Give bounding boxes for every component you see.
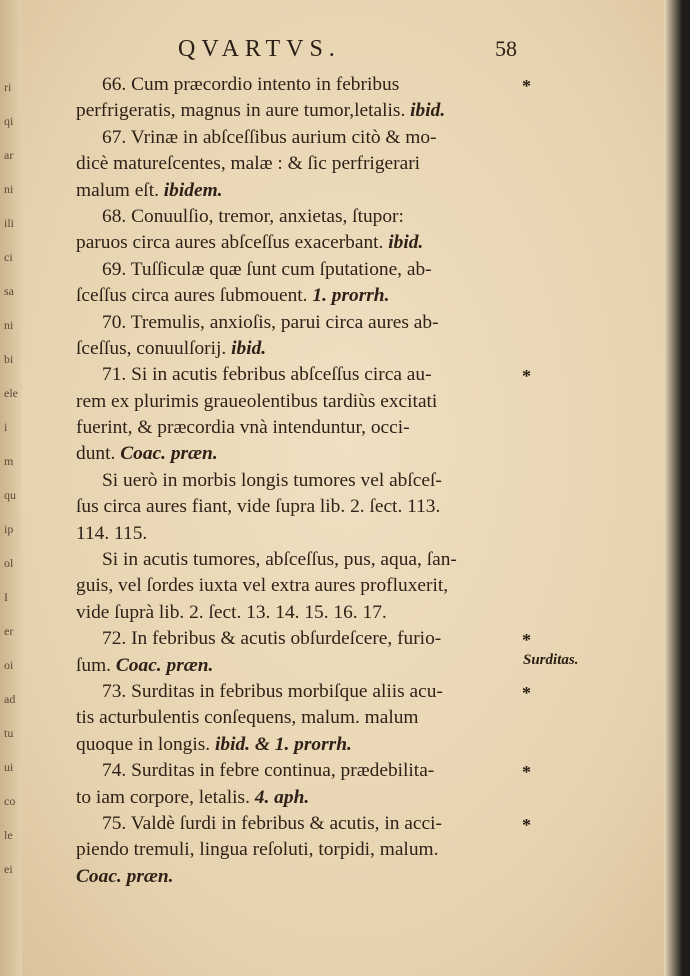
line-text: dicè matureſcentes, malæ : & ſic perfrigerari bbox=[76, 153, 421, 175]
gutter-fragment: qu bbox=[4, 488, 16, 502]
gutter-fragment: ei bbox=[4, 862, 13, 876]
text-line bbox=[76, 785, 522, 811]
citation-reference: ibid. & 1. prorrh. bbox=[214, 733, 352, 755]
gutter-fragment: qi bbox=[4, 114, 14, 128]
gutter-fragment: ol bbox=[4, 556, 14, 570]
line-text: Si in acutis tumores, abſceſſus, pus, aqua, ſan- bbox=[102, 549, 457, 571]
gutter-fragment: ad bbox=[4, 692, 16, 706]
line-text: rem ex plurimis graueolentibus tardiùs excitati bbox=[76, 390, 438, 412]
gutter-fragment: er bbox=[4, 624, 14, 638]
gutter-fragment: oi bbox=[4, 658, 14, 672]
gutter-fragment: ili bbox=[4, 216, 15, 230]
text-line bbox=[76, 626, 522, 652]
facing-page-gutter bbox=[0, 0, 22, 976]
gutter-fragment: ni bbox=[4, 182, 14, 196]
text-line bbox=[76, 679, 522, 705]
line-text: paruos circa aures abſceſſus exacerbant. bbox=[76, 232, 384, 254]
line-text: tis acturbulentis conſequens, malum. malum bbox=[76, 707, 419, 729]
text-line bbox=[76, 547, 522, 573]
text-line bbox=[76, 151, 522, 177]
gutter-fragment: ri bbox=[4, 80, 12, 94]
line-text: 73. Surditas in febribus morbiſque aliis acu- bbox=[102, 680, 443, 702]
gutter-fragment: ele bbox=[4, 386, 18, 400]
gutter-fragment: I bbox=[4, 590, 8, 604]
line-text: to iam corpore, letalis. bbox=[76, 786, 250, 808]
gutter-fragment: ui bbox=[4, 760, 14, 774]
text-line bbox=[76, 653, 522, 679]
text-line bbox=[76, 573, 522, 599]
text-line bbox=[76, 257, 522, 283]
line-text: Si uerò in morbis longis tumores vel abſceſ- bbox=[102, 469, 442, 491]
text-line bbox=[76, 705, 522, 731]
text-line bbox=[76, 811, 522, 837]
text-line bbox=[76, 336, 522, 362]
line-text: ſceſſus, conuulſorij. bbox=[76, 337, 227, 359]
text-line bbox=[76, 837, 522, 863]
text-line bbox=[76, 494, 522, 520]
text-line bbox=[76, 125, 522, 151]
gutter-fragment: tu bbox=[4, 726, 14, 740]
text-line bbox=[76, 283, 522, 309]
gutter-fragment: m bbox=[4, 454, 14, 468]
gutter-fragment: bi bbox=[4, 352, 14, 366]
text-line bbox=[76, 389, 522, 415]
citation-reference: 1. prorrh. bbox=[312, 285, 390, 307]
citation-reference: Coac. præn. bbox=[115, 654, 214, 676]
page-edge-shadow bbox=[664, 0, 690, 976]
line-text: 74. Surditas in febre continua, prædebilita- bbox=[102, 760, 435, 782]
gutter-fragment: co bbox=[4, 794, 16, 808]
text-line bbox=[76, 178, 522, 204]
text-line bbox=[76, 521, 522, 547]
text-line bbox=[76, 468, 522, 494]
citation-reference: ibid. bbox=[410, 100, 446, 122]
line-text: 68. Conuulſio, tremor, anxietas, ſtupor: bbox=[102, 205, 404, 227]
line-text: 67. Vrinæ in abſceſſibus aurium citò & mo- bbox=[102, 126, 437, 148]
citation-reference: Coac. præn. bbox=[120, 443, 218, 465]
text-line bbox=[76, 98, 522, 124]
line-text: ſus circa aures fiant, vide ſupra lib. 2. ſect. 113. bbox=[76, 496, 441, 518]
line-text: dunt. bbox=[76, 443, 116, 465]
gutter-fragment: ip bbox=[4, 522, 14, 536]
asterisk-marker: * bbox=[522, 366, 531, 387]
citation-reference: Coac. præn. bbox=[76, 865, 174, 887]
gutter-fragment: ni bbox=[4, 318, 14, 332]
margin-note: Surditas. bbox=[523, 652, 579, 668]
line-text: piendo tremuli, lingua reſoluti, torpidi, malum. bbox=[76, 839, 439, 861]
asterisk-marker: * bbox=[522, 683, 531, 704]
asterisk-marker: * bbox=[522, 76, 531, 96]
line-text: fuerint, & præcordia vnà intenduntur, occi- bbox=[76, 417, 410, 439]
citation-reference: ibidem. bbox=[163, 179, 223, 201]
gutter-fragment: i bbox=[4, 420, 8, 434]
text-line bbox=[76, 732, 522, 758]
line-text: 75. Valdè ſurdi in febribus & acutis, in acci- bbox=[102, 812, 442, 834]
line-text: ſceſſus circa aures ſubmouent. bbox=[76, 285, 308, 307]
citation-reference: 4. aph. bbox=[254, 786, 310, 808]
line-text: 66. Cum præcordio intento in febribus bbox=[102, 74, 400, 95]
gutter-fragment: ar bbox=[4, 148, 14, 162]
asterisk-marker: * bbox=[522, 815, 531, 836]
citation-reference: ibid. bbox=[231, 337, 267, 359]
page-number: 58 bbox=[495, 36, 517, 61]
line-text: quoque in longis. bbox=[76, 733, 211, 755]
line-text: 72. In febribus & acutis obſurdeſcere, furio- bbox=[102, 628, 442, 650]
text-line bbox=[76, 758, 522, 784]
line-text: perfrigeratis, magnus in aure tumor,letalis. bbox=[76, 100, 406, 122]
text-line bbox=[76, 864, 522, 890]
line-text: vide ſuprà lib. 2. ſect. 13. 14. 15. 16. 17. bbox=[76, 601, 387, 623]
text-line bbox=[76, 72, 522, 98]
line-text: ſum. bbox=[76, 654, 112, 676]
text-line bbox=[76, 441, 522, 467]
asterisk-marker: * bbox=[522, 630, 531, 651]
line-text: 70. Tremulis, anxioſis, parui circa aures ab- bbox=[102, 311, 439, 333]
text-line bbox=[76, 230, 522, 256]
line-text: malum eſt. bbox=[76, 179, 159, 201]
line-text: guis, vel ſordes iuxta vel extra aures profluxerit, bbox=[76, 575, 449, 597]
gutter-fragment: le bbox=[4, 828, 13, 842]
running-head: QVARTVS. bbox=[178, 36, 341, 62]
line-text: 71. Si in acutis febribus abſceſſus circa au- bbox=[102, 364, 432, 386]
text-line bbox=[76, 362, 522, 388]
citation-reference: ibid. bbox=[388, 232, 424, 254]
gutter-fragment: ci bbox=[4, 250, 13, 264]
asterisk-marker: * bbox=[522, 762, 531, 783]
text-line bbox=[76, 310, 522, 336]
text-line bbox=[76, 415, 522, 441]
line-text: 69. Tuſſiculæ quæ ſunt cum ſputatione, ab- bbox=[102, 258, 432, 280]
text-line bbox=[76, 204, 522, 230]
text-line bbox=[76, 600, 522, 626]
gutter-fragment: sa bbox=[4, 284, 14, 298]
line-text: 114. 115. bbox=[76, 522, 148, 544]
body-text bbox=[76, 72, 522, 890]
